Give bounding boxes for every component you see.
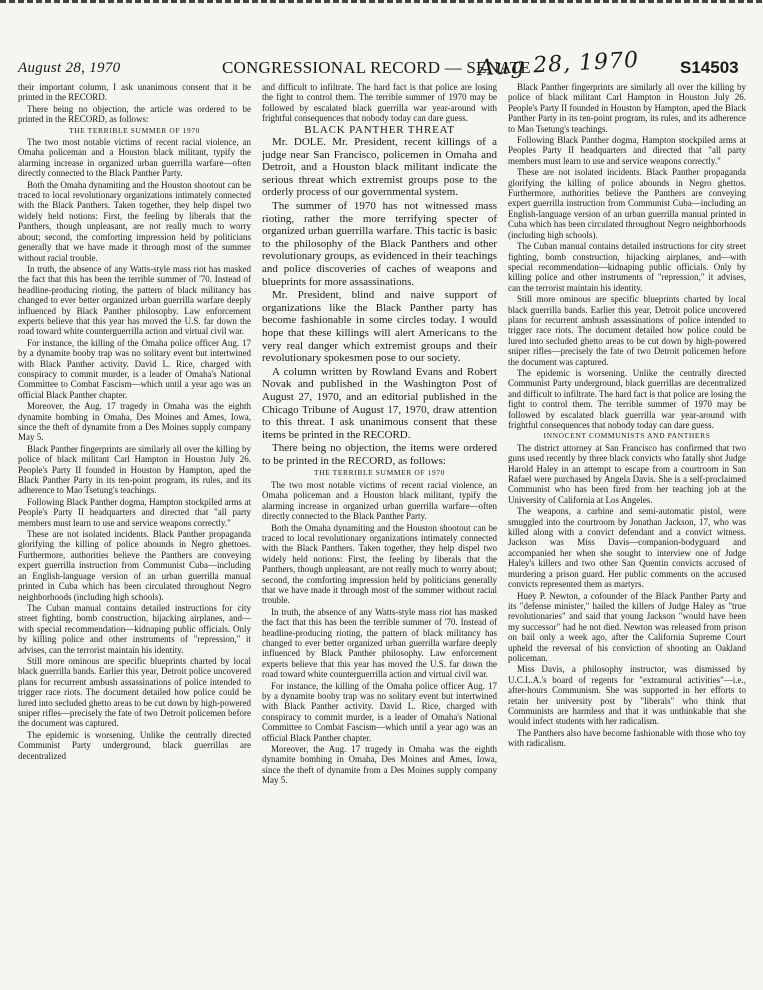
handwritten-date: Aug 28, 1970 — [477, 47, 640, 82]
paragraph: These are not isolated incidents. Black Panther propaganda glorifying the killing of police abounds in Negro ghettoes. Furthermore, authorities believe the Panthers are conveying expert guerrilla instruction from Communist Cuba—including an English-language version of an urban guerrilla manual printed in Cuba which has been circulated throughout Negro neighborhoods (including high schools). — [18, 529, 251, 602]
paragraph: For instance, the killing of the Omaha police officer Aug. 17 by a dynamite booby trap was no solitary event but intertwined with Black Panther activity. David L. Rice, charged with conspiracy to commit murder, is a leader of Omaha's National Committee to Combat Fascism—which until a year ago was an official Black Panther chapter. — [18, 337, 251, 400]
top-rule — [0, 0, 763, 3]
paragraph: The Cuban manual contains detailed instructions for city street fighting, bomb construction, hijacking airplanes, and—with special recommendation—kidnaping public officials. Only by killing police and other instruments of "repression," it advises, can the terrorist maintain his identity. — [508, 241, 746, 293]
paragraph: The weapons, a carbine and semi-automatic pistol, were smuggled into the courtroom by Jonathan Jackson, 17, who was killed along with a convict defendant and a convict witness. Jackson was Miss Davis—companion-bodyguard and accompanied her when she sought to interview one of Judge Haley's killers and two other San Quentin convicts accused of murdering a prison guard. Her public comments on the accused convicts represented them as martyrs. — [508, 506, 746, 590]
subheading: THE TERRIBLE SUMMER OF 1970 — [313, 468, 446, 478]
paragraph: Still more ominous are specific blueprints charted by local black guerrilla bands. Earlier this year, Detroit police uncovered plans for recurrent ambush assassinations of police intended to trigger race riots. The document detailed how police could be lured into secluded ghetto areas to be cut down by high-powered sniper rifles—precisely the fate of two Detroit policemen before the document was captured. — [508, 294, 746, 367]
column-1 — [18, 82, 251, 987]
paragraph: The summer of 1970 has not witnessed mass rioting, rather the more terrifying specter of organized urban guerrilla warfare. This tactic is basic to the philosophy of the Black Panthers and other revolutionary groups, as evidenced in their teachings and police discoveries of caches of weapons and blueprints for more assassinations. — [262, 200, 497, 288]
paragraph: Black Panther fingerprints are similarly all over the killing by police of black militant Carl Hampton in Houston July 26. People's Party II founded in Houston by Hampton, aped the Black Panther Party in its ten-point program, its rules, and its adherence to Mao Tsetung's teachings. — [508, 82, 746, 134]
paragraph: For instance, the killing of the Omaha police officer Aug. 17 by a dynamite booby trap was no solitary event but intertwined with Black Panther activity. David L. Rice, charged with conspiracy to commit murder, is a leader of Omaha's National Committee to Combat Fascism—which until a year ago was an official Black Panther chapter. — [262, 680, 497, 743]
paragraph: In truth, the absence of any Watts-style mass riot has masked the fact that this has been the terrible summer of '70. Instead of headline-producing rioting, the pattern of black militancy has changed to ever better organized urban guerrilla warfare deeply influenced by Black Panther philosophy. Law enforcement experts believe that this year has moved the U.S. far down the road toward white counterguerrilla action and virtual civil war. — [262, 606, 497, 680]
paragraph: and difficult to infiltrate. The hard fact is that police are losing the fight to control them. The terrible summer of 1970 may be followed by escalated black guerrilla war year-around with frightful consequences that nobody today can dare guess. — [262, 82, 497, 124]
paragraph: Mr. President, blind and naive support of organizations like the Black Panther party has become fashionable in some circles today. I would hope that these killings will alert Americans to the very real danger which extremist groups and their revolutionary spokesmen pose to our society. — [262, 289, 497, 365]
paragraph: The epidemic is worsening. Unlike the centrally directed Communist Party underground, black guerrillas are decentralized — [18, 729, 251, 761]
paragraph: Huey P. Newton, a cofounder of the Black Panther Party and its "defense minister," hailed the killers of Judge Haley as "true revolutionaries" and said that young Jackson "would have been my successor" had he not died. Newton was released from prison on bail only a week ago, after the California Supreme Court upheld the reversal of his conviction of shooting an Oakland policeman. — [508, 590, 746, 663]
section-heading: BLACK PANTHER THREAT — [304, 123, 455, 136]
paragraph: The Cuban manual contains detailed instructions for city street fighting, bomb construction, hijacking airplanes, and—with special recommendation—kidnaping public officials. Only by killing police and other instruments of "repression," it advises, can the terrorist maintain his identity. — [18, 602, 251, 655]
column-3 — [508, 82, 746, 987]
paragraph: Both the Omaha dynamiting and the Houston shootout can be traced to local revolutionary organizations intimately connected with the Black Panthers. Taken together, they help dispel two widely held notions: First, the feeling by liberals that the Panthers, though unpleasant, are not really much to worry about; second, the comforting impression held by politicians generally that we have made it through most of the summer without racial trouble. — [262, 522, 497, 606]
paragraph: Following Black Panther dogma, Hampton stockpiled arms at People's Party II headquarters and directed that "all party members must learn to use and service weapons correctly." — [18, 496, 251, 528]
paragraph: The two most notable victims of recent racial violence, an Omaha policeman and a Houston black militant, typify the alarming increase in organized urban guerrilla warfare—often directly connected to the Black Panther Party. — [262, 479, 497, 522]
paragraph: In truth, the absence of any Watts-style mass riot has masked the fact that this has been the terrible summer of '70. Instead of headline-producing rioting, the pattern of black militancy has changed to ever better organized urban guerrilla warfare deeply influenced by Black Panther philosophy. Law enforcement experts believe that this year has moved the U.S. far down the road toward white counterguerrilla action and virtual civil war. — [18, 263, 251, 337]
paragraph: Miss Davis, a philosophy instructor, was dismissed by U.C.L.A.'s board of regents for "extramural activities"—i.e., after-hours Communism. She was supported in her efforts to retain her university post by "liberals" who think that Communists are harmless and that it was unthinkable that she would infect students with her radicalism. — [508, 664, 746, 727]
header-date: August 28, 1970 — [18, 60, 121, 76]
speech-block — [262, 136, 497, 467]
paragraph: Still more ominous are specific blueprints charted by local black guerrilla bands. Earlier this year, Detroit police uncovered plans for recurrent ambush assassinations of police intended to trigger race riots. The document detailed how police could be lured into secluded ghetto areas to be cut down by high-powered sniper rifles—precisely the fate of two Detroit policemen before the document was captured. — [18, 655, 251, 729]
page-number: S14503 — [680, 58, 739, 77]
column-2 — [262, 82, 497, 987]
paragraph: Black Panther fingerprints are similarly all over the killing by police of black militant Carl Hampton in Houston July 26. People's Party II founded in Houston by Hampton, aped the Black Panther Party in its ten-point program, its rules, and its adherence to Mao Tsetung's teachings. — [18, 443, 251, 496]
paragraph: Moreover, the Aug. 17 tragedy in Omaha was the eighth dynamite bombing in Omaha, Des Moines and Ames, Iowa, since the theft of dynamite from a Des Moines supply company May 5. — [18, 401, 251, 443]
paragraph: Moreover, the Aug. 17 tragedy in Omaha was the eighth dynamite bombing in Omaha, Des Moines and Ames, Iowa, since the theft of dynamite from a Des Moines supply company May 5. — [262, 744, 497, 786]
paragraph: The district attorney at San Francisco has confirmed that two guns used recently by three black convicts who fatally shot Judge Harold Haley in an attempt to escape from a courtroom in San Rafael were purchased by Angela Davis. She is a self-proclaimed Communist who has been fired from her teaching job at the University of California at Los Angeles. — [508, 442, 746, 505]
paragraph: The two most notable victims of recent racial violence, an Omaha policeman and a Houston black militant, typify the alarming increase in organized urban guerrilla warfare—often directly connected to the Black Panther Party. — [18, 137, 251, 179]
subheading: THE TERRIBLE SUMMER OF 1970 — [68, 125, 201, 135]
paragraph: There being no objection, the items were ordered to be printed in the RECORD, as follows: — [262, 442, 497, 467]
subheading: INNOCENT COMMUNISTS AND PANTHERS — [543, 431, 711, 441]
header-title: CONGRESSIONAL RECORD — SENATE — [222, 58, 531, 77]
paragraph: There being no objection, the article was ordered to be printed in the RECORD, as follows: — [18, 103, 251, 125]
paragraph: The Panthers also have become fashionable with those who toy with radicalism. — [508, 727, 746, 749]
paragraph: These are not isolated incidents. Black Panther propaganda glorifying the killing of police abounds in Negro ghettos. Furthermore, authorities believe the Panthers are conveying expert guerrilla instruction from Communist Cuba—including an English-language version of an urban guerrilla manual printed in Cuba which has been circulated throughout Negro neighborhoods (including high schools). — [508, 167, 746, 240]
paragraph: The epidemic is worsening. Unlike the centrally directed Communist Party underground, black guerrillas are decentralized and difficult to infiltrate. The hard fact is that police are losing the fight to control them. The terrible summer of 1970 may be followed by escalated black guerrilla war year-around with frightful consequences that nobody today can dare guess. — [508, 367, 746, 430]
paragraph: their important column, I ask unanimous consent that it be printed in the RECORD. — [18, 82, 251, 103]
paragraph: Both the Omaha dynamiting and the Houston shootout can be traced to local revolutionary organizations intimately connected with the Black Panthers. Taken together, they help dispel two widely held notions: First, the feeling by liberals that the Panthers, though unpleasant, are not really much to worry about; second, the comforting impression held by politicians generally that we have made it through most of the summer without racial trouble. — [18, 179, 251, 263]
paragraph: A column written by Rowland Evans and Robert Novak and published in the Washington Post of August 27, 1970, and an editorial published in the Chicago Tribune of August 17, 1970, draw attention to this threat. I ask unanimous consent that these items be printed in the RECORD. — [262, 365, 497, 441]
paragraph: Mr. DOLE. Mr. President, recent killings of a judge near San Francisco, policemen in Omaha and Detroit, and a Houston black militant indicate the serious threat which extremist groups pose to the orderly process of our governmental system. — [262, 136, 497, 199]
paragraph: Following Black Panther dogma, Hampton stockpiled arms at Peoples Party II headquarters and directed that "all party members must learn to use and service weapons correctly." — [508, 135, 746, 166]
